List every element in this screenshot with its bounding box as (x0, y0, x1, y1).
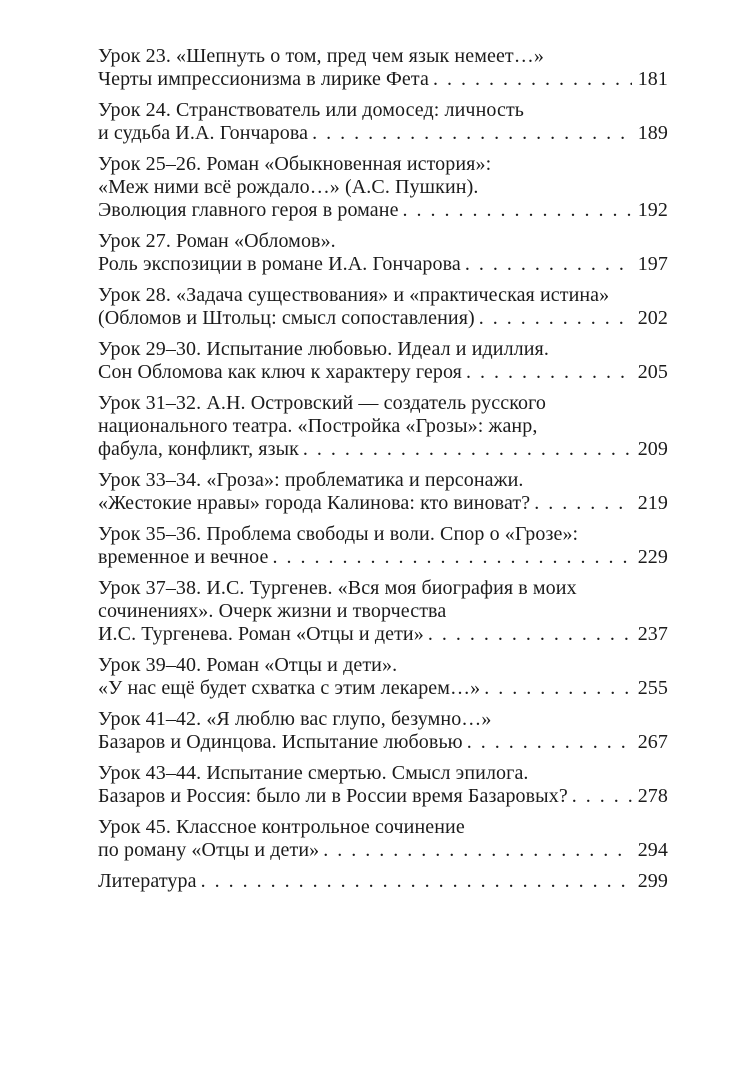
toc-entry-line: сочинениях». Очерк жизни и творчества (98, 600, 447, 622)
toc-entry-last-line (98, 361, 668, 384)
toc-entry-title: Базаров и Россия: было ли в России время Базаровых? (98, 785, 568, 807)
toc-entry (98, 654, 668, 700)
toc-entry-title: Черты импрессионизма в лирике Фета (98, 68, 429, 90)
toc-entry (98, 153, 668, 222)
toc-entry (98, 338, 668, 384)
toc-entry-page-number: 192 (637, 199, 668, 221)
toc-entry-last-line (98, 839, 668, 862)
dot-leader (479, 307, 632, 330)
toc-entry-title: «Жестокие нравы» города Калинова: кто виноват? (98, 492, 531, 514)
toc-entry-last-line (98, 623, 668, 646)
dot-leader (272, 546, 631, 569)
toc-entry-page-number: 294 (637, 839, 668, 861)
toc-entry (98, 469, 668, 515)
dot-leader (201, 870, 632, 893)
toc-list (98, 45, 668, 893)
toc-entry-title: (Обломов и Штольц: смысл сопоставления) (98, 307, 475, 329)
toc-entry-last-line (98, 68, 668, 91)
toc-entry-line: Урок 41–42. «Я люблю вас глупо, безумно…» (98, 708, 492, 730)
toc-entry (98, 577, 668, 646)
toc-entry-line: Урок 45. Классное контрольное сочинение (98, 816, 465, 838)
toc-entry-title: Эволюция главного героя в романе (98, 199, 399, 221)
toc-entry-line: Урок 27. Роман «Обломов». (98, 230, 336, 252)
toc-entry-last-line (98, 253, 668, 276)
dot-leader (465, 253, 632, 276)
toc-entry (98, 523, 668, 569)
toc-entry-page-number: 255 (637, 677, 668, 699)
dot-leader (466, 361, 632, 384)
toc-entry-last-line (98, 199, 668, 222)
toc-entry-title: фабула, конфликт, язык (98, 438, 299, 460)
toc-entry-last-line (98, 546, 668, 569)
toc-entry (98, 99, 668, 145)
toc-entry-page-number: 267 (637, 731, 668, 753)
toc-entry-last-line (98, 122, 668, 145)
dot-leader (572, 785, 632, 808)
dot-leader (484, 677, 631, 700)
toc-entry-last-line (98, 492, 668, 515)
toc-entry-last-line (98, 870, 668, 893)
toc-entry-title: и судьба И.А. Гончарова (98, 122, 309, 144)
toc-entry-page-number: 189 (637, 122, 668, 144)
toc-entry-last-line (98, 438, 668, 461)
toc-entry-last-line (98, 785, 668, 808)
toc-entry-page-number: 202 (637, 307, 668, 329)
toc-entry (98, 870, 668, 893)
toc-entry-page-number: 237 (637, 623, 668, 645)
toc-entry-last-line (98, 677, 668, 700)
dot-leader (428, 623, 632, 646)
toc-entry-line: «Меж ними всё рождало…» (А.С. Пушкин). (98, 176, 479, 198)
toc-entry-page-number: 209 (637, 438, 668, 460)
toc-entry-title: Роль экспозиции в романе И.А. Гончарова (98, 253, 461, 275)
toc-entry-title: Базаров и Одинцова. Испытание любовью (98, 731, 463, 753)
toc-entry (98, 708, 668, 754)
dot-leader (534, 492, 631, 515)
toc-entry (98, 762, 668, 808)
toc-entry-line: Урок 43–44. Испытание смертью. Смысл эпилога. (98, 762, 529, 784)
toc-entry-line: Урок 37–38. И.С. Тургенев. «Вся моя биография в моих (98, 577, 577, 599)
dot-leader (312, 122, 632, 145)
toc-entry-line: Урок 39–40. Роман «Отцы и дети». (98, 654, 398, 676)
toc-entry-title: Сон Обломова как ключ к характеру героя (98, 361, 462, 383)
toc-entry-title: Литература (98, 870, 197, 892)
toc-entry-title: И.С. Тургенева. Роман «Отцы и дети» (98, 623, 424, 645)
dot-leader (467, 731, 632, 754)
toc-entry-last-line (98, 731, 668, 754)
toc-entry-line: Урок 23. «Шепнуть о том, пред чем язык немеет…» (98, 45, 544, 67)
toc-entry-page-number: 197 (637, 253, 668, 275)
toc-entry-title: «У нас ещё будет схватка с этим лекарем…» (98, 677, 481, 699)
dot-leader (433, 68, 632, 91)
toc-entry-page-number: 229 (637, 546, 668, 568)
toc-entry-line: Урок 24. Странствователь или домосед: личность (98, 99, 525, 121)
toc-entry (98, 284, 668, 330)
toc-entry-title: по роману «Отцы и дети» (98, 839, 320, 861)
dot-leader (303, 438, 632, 461)
toc-entry-page-number: 299 (637, 870, 668, 892)
dot-leader (323, 839, 631, 862)
toc-entry-line: Урок 31–32. А.Н. Островский — создатель русского (98, 392, 547, 414)
toc-entry-line: Урок 28. «Задача существования» и «практическая истина» (98, 284, 610, 306)
toc-entry (98, 230, 668, 276)
toc-entry-line: Урок 35–36. Проблема свободы и воли. Спор о «Грозе»: (98, 523, 579, 545)
toc-entry (98, 816, 668, 862)
toc-entry-page-number: 219 (637, 492, 668, 514)
toc-entry-title: временное и вечное (98, 546, 269, 568)
toc-entry-page-number: 181 (637, 68, 668, 90)
toc-entry (98, 45, 668, 91)
toc-entry-last-line (98, 307, 668, 330)
toc-entry-line: Урок 33–34. «Гроза»: проблематика и персонажи. (98, 469, 524, 491)
toc-entry-page-number: 205 (637, 361, 668, 383)
toc-entry-line: Урок 25–26. Роман «Обыкновенная история»: (98, 153, 492, 175)
toc-entry-line: Урок 29–30. Испытание любовью. Идеал и идиллия. (98, 338, 549, 360)
toc-entry-page-number: 278 (637, 785, 668, 807)
toc-entry (98, 392, 668, 461)
dot-leader (403, 199, 632, 222)
toc-entry-line: национального театра. «Постройка «Грозы»: жанр, (98, 415, 538, 437)
